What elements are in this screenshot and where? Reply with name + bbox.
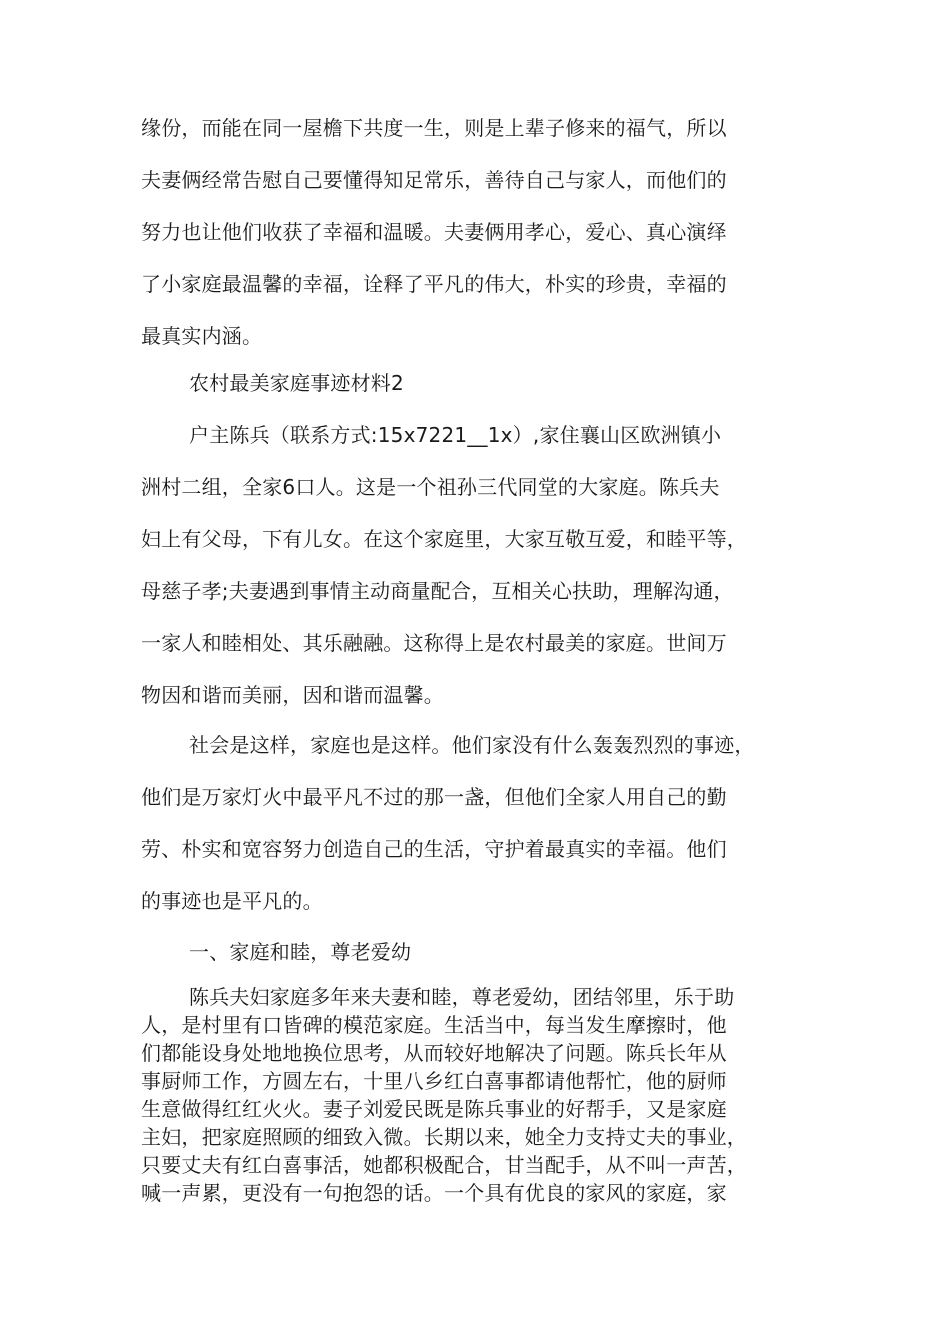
text-line: 喊一声累，更没有一句抱怨的话。一个具有优良的家风的家庭，家	[141, 1181, 727, 1205]
text-line: 妇上有父母，下有儿女。在这个家庭里，大家互敬互爱，和睦平等，	[141, 527, 747, 551]
heading-harmony	[141, 926, 841, 978]
paragraph-family	[141, 983, 841, 1207]
text-line: 洲村二组，全家6口人。这是一个祖孙三代同堂的大家庭。陈兵夫	[141, 475, 720, 499]
text-line: 生意做得红红火火。妻子刘爱民既是陈兵事业的好帮手，又是家庭	[141, 1097, 727, 1121]
text-line: 夫妻俩经常告慰自己要懂得知足常乐，善待自己与家人，而他们的	[141, 168, 727, 192]
text-line: 物因和谐而美丽，因和谐而温馨。	[141, 683, 444, 707]
paragraph-society	[141, 719, 841, 927]
text-line: 缘份，而能在同一屋檐下共度一生，则是上辈子修来的福气，所以	[141, 116, 727, 140]
text-line: 主妇，把家庭照顾的细致入微。长期以来，她全力支持丈夫的事业，	[141, 1125, 747, 1149]
text-line: 他们是万家灯火中最平凡不过的那一盏，但他们全家人用自己的勤	[141, 785, 727, 809]
text-line: 们都能设身处地地换位思考，从而较好地解决了问题。陈兵长年从	[141, 1041, 727, 1065]
text-line: 一家人和睦相处、其乐融融。这称得上是农村最美的家庭。世间万	[141, 631, 727, 655]
text-line: 努力也让他们收获了幸福和温暖。夫妻俩用孝心，爱心、真心演绎	[141, 220, 727, 244]
heading-text: 一、家庭和睦，尊老爱幼	[189, 940, 412, 964]
text-line: 的事迹也是平凡的。	[141, 889, 323, 913]
text-line: 劳、朴实和宽容努力创造自己的生活，守护着最真实的幸福。他们	[141, 837, 727, 861]
text-line: 最真实内涵。	[141, 324, 263, 348]
section-title-text: 农村最美家庭事迹材料2	[189, 371, 404, 395]
paragraph-continuation	[141, 102, 841, 362]
text-line: 事厨师工作，方圆左右，十里八乡红白喜事都请他帮忙，他的厨师	[141, 1069, 727, 1093]
text-line: 户主陈兵（联系方式:15x7221__1x）,家住襄山区欧洲镇小	[189, 423, 722, 447]
paragraph-household	[141, 409, 841, 721]
text-line: 社会是这样，家庭也是这样。他们家没有什么轰轰烈烈的事迹，	[189, 733, 755, 757]
text-line: 陈兵夫妇家庭多年来夫妻和睦，尊老爱幼，团结邻里，乐于助	[189, 985, 735, 1009]
text-line: 只要丈夫有红白喜事活，她都积极配合，甘当配手，从不叫一声苦，	[141, 1153, 747, 1177]
text-line: 母慈子孝;夫妻遇到事情主动商量配合，互相关心扶助，理解沟通，	[141, 579, 734, 603]
text-line: 人，是村里有口皆碑的模范家庭。生活当中，每当发生摩擦时，他	[141, 1013, 727, 1037]
text-line: 了小家庭最温馨的幸福，诠释了平凡的伟大，朴实的珍贵，幸福的	[141, 272, 727, 296]
section-title	[141, 357, 841, 409]
